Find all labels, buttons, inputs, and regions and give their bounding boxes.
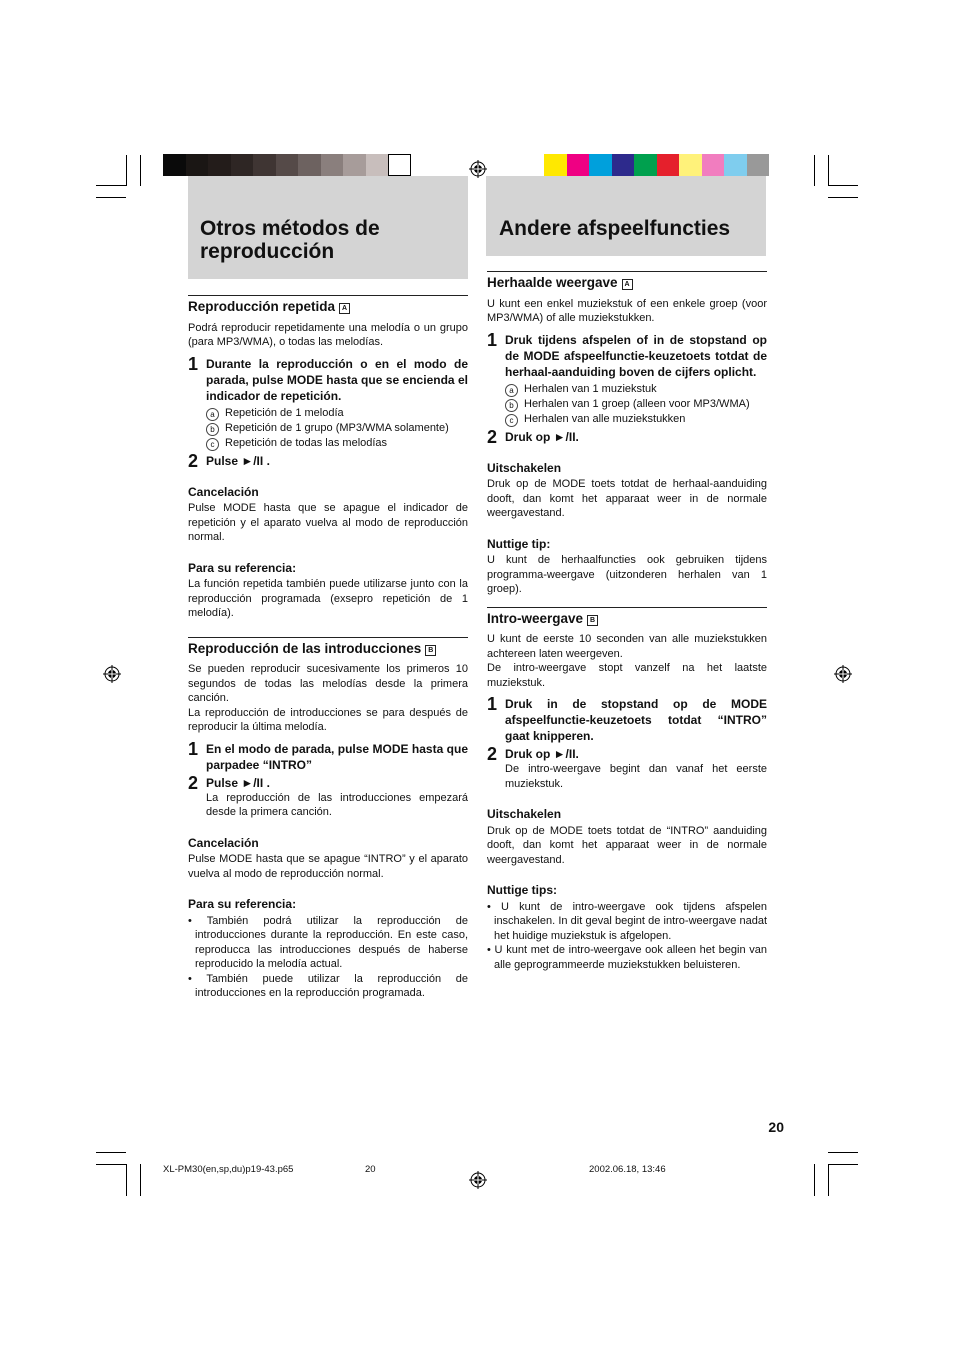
color-swatch bbox=[276, 154, 299, 176]
registration-mark-icon bbox=[834, 665, 852, 683]
crop-mark bbox=[126, 155, 127, 186]
reference-bullet: • También puede utilizar la reproducción de introducciones en la reproducción programada. bbox=[188, 972, 468, 999]
step-note: La reproducción de las introducciones empezará desde la primera canción. bbox=[206, 791, 468, 818]
color-swatch bbox=[163, 154, 186, 176]
crop-mark bbox=[828, 1152, 858, 1153]
page-number: 20 bbox=[768, 1119, 784, 1135]
cancel-text: Druk op de MODE toets totdat de herhaal-aanduiding dooft, dan komt het apparaat weer in de normale weergavestand. bbox=[487, 478, 767, 519]
color-swatch bbox=[186, 154, 209, 176]
cancel-text: Druk op de MODE toets totdat de “INTRO” aanduiding dooft, dan komt het apparaat weer in de normale weergavestand. bbox=[487, 824, 767, 866]
step-1: 1 Druk in de stopstand op de MODE afspeelfunctie-keuzetoets totdat “INTRO” gaat knipperen. bbox=[487, 694, 767, 743]
step-1: 1 En el modo de parada, pulse MODE hasta que parpadee “INTRO” bbox=[188, 738, 468, 772]
dutch-column bbox=[487, 257, 767, 972]
color-swatch bbox=[589, 154, 612, 176]
reference-text: La función repetida también puede utilizarse junto con la reproducción programada (exsepro repetición de 1 melodía). bbox=[188, 578, 468, 619]
crop-mark bbox=[96, 1152, 126, 1153]
step-2: 2 Pulse ►/II . bbox=[188, 772, 270, 793]
page-title-es: Otros métodos de reproducción bbox=[200, 217, 380, 263]
crop-mark bbox=[140, 155, 141, 186]
color-swatch bbox=[298, 154, 321, 176]
step-2: 2 Pulse ►/II . bbox=[188, 450, 270, 471]
step-2: 2 Druk op ►/II. bbox=[487, 744, 579, 764]
crop-mark bbox=[814, 1164, 815, 1196]
color-swatch bbox=[612, 154, 635, 176]
color-swatch bbox=[253, 154, 276, 176]
page-title-nl: Andere afspeelfuncties bbox=[499, 217, 731, 240]
tip-bullet: • U kunt met de intro-weergave ook alleen het begin van alle geprogrammeerde muziekstukken beluisteren. bbox=[487, 944, 767, 971]
tip-heading: Nuttige tips: bbox=[487, 883, 557, 897]
section-intro: U kunt een enkel muziekstuk of een enkele groep (voor MP3/WMA) of alle muziekstukken. bbox=[487, 297, 767, 324]
registration-mark-icon bbox=[469, 160, 487, 178]
color-swatch bbox=[388, 154, 411, 176]
crop-mark bbox=[828, 197, 858, 198]
color-calibration-bar bbox=[544, 154, 769, 176]
step-1: 1 Durante la reproducción o en el modo de parada, pulse MODE hasta que se encienda el indicador de repetición. bbox=[188, 353, 468, 403]
registration-mark-icon bbox=[469, 1171, 487, 1189]
option-item: b Herhalen van 1 groep (alleen voor MP3/WMA) bbox=[505, 397, 767, 412]
footer-filename: XL-PM30(en,sp,du)p19-43.p65 bbox=[163, 1164, 294, 1175]
footer-page: 20 bbox=[365, 1164, 376, 1175]
crop-mark bbox=[140, 1164, 141, 1196]
step-1: 1 Druk tijdens afspelen of in de stopstand op de MODE afspeelfunctie-keuzetoets totdat de herhaal-aanduiding boven de cijfers oplicht. bbox=[487, 329, 767, 379]
section-tag: A bbox=[339, 303, 350, 314]
section-intro: U kunt de eerste 10 seconden van alle muziekstukken achtereen laten weergeven. bbox=[487, 633, 767, 660]
section-tag: B bbox=[587, 615, 598, 626]
color-swatch bbox=[724, 154, 747, 176]
reference-heading: Para su referencia: bbox=[188, 560, 297, 575]
color-swatch bbox=[208, 154, 231, 176]
crop-mark bbox=[96, 197, 126, 198]
crop-mark bbox=[828, 1164, 858, 1165]
spanish-column bbox=[188, 281, 468, 1001]
option-list bbox=[188, 406, 468, 451]
reference-bullet: • También podrá utilizar la reproducción de introducciones durante la reproducción. En este caso, reproducca las introducciones después de haberse reproducido la melodía actual. bbox=[188, 914, 468, 970]
color-swatch bbox=[679, 154, 702, 176]
cancel-text: Pulse MODE hasta que se apague “INTRO” y el aparato vuelva al modo de reproducción normal. bbox=[188, 853, 468, 880]
crop-mark bbox=[828, 1164, 829, 1196]
step-note: De intro-weergave begint dan vanaf het eerste muziekstuk. bbox=[505, 763, 767, 790]
section-heading: Intro-weergave B bbox=[487, 607, 767, 627]
cancel-heading: Uitschakelen bbox=[487, 460, 562, 475]
option-item: a Repetición de 1 melodía bbox=[206, 406, 468, 421]
reference-heading: Para su referencia: bbox=[188, 897, 297, 911]
section-tag: B bbox=[425, 645, 436, 656]
color-swatch bbox=[634, 154, 657, 176]
option-item: c Repetición de todas las melodías bbox=[206, 436, 468, 451]
section-intro: Se pueden reproducir sucesivamente los primeros 10 segundos de todas las melodías desde la primera canción. bbox=[188, 663, 468, 704]
section-heading: Reproducción de las introducciones B bbox=[188, 637, 468, 657]
tip-bullet: • U kunt de intro-weergave ook tijdens afspelen inschakelen. In dit geval begint de intro-weergave nadat het huidige muziekstuk is afgelopen. bbox=[487, 900, 767, 942]
color-swatch bbox=[343, 154, 366, 176]
crop-mark bbox=[96, 185, 126, 186]
section-heading: Reproducción repetida A bbox=[188, 295, 468, 315]
cancel-heading: Cancelación bbox=[188, 484, 259, 499]
tip-heading: Nuttige tip: bbox=[487, 536, 551, 551]
crop-mark bbox=[828, 155, 829, 186]
color-swatch bbox=[544, 154, 567, 176]
section-intro: Podrá reproducir repetidamente una melodía o un grupo (para MP3/WMA), o todas las melodías. bbox=[188, 321, 468, 348]
tip-text: U kunt de herhaalfuncties ook gebruiken tijdens programma-weergave (uitzonderen herhalen van 1 groep). bbox=[487, 554, 767, 595]
title-box-nl bbox=[486, 176, 766, 256]
crop-mark bbox=[126, 1164, 127, 1196]
gray-calibration-bar bbox=[163, 154, 411, 176]
crop-mark bbox=[96, 1164, 126, 1165]
section-intro: La reproducción de introducciones se para después de reproducir la última melodía. bbox=[188, 706, 468, 733]
option-item: a Herhalen van 1 muziekstuk bbox=[505, 382, 767, 397]
color-swatch bbox=[366, 154, 389, 176]
color-swatch bbox=[321, 154, 344, 176]
option-item: b Repetición de 1 grupo (MP3/WMA solamente) bbox=[206, 421, 468, 436]
option-list bbox=[487, 382, 767, 427]
color-swatch bbox=[657, 154, 680, 176]
cancel-text: Pulse MODE hasta que se apague el indicador de repetición y el aparato vuelva al modo de reproducción normal. bbox=[188, 502, 468, 543]
section-tag: A bbox=[622, 279, 633, 290]
footer-date: 2002.06.18, 13:46 bbox=[589, 1164, 666, 1175]
section-intro: De intro-weergave stopt vanzelf na het laatste muziekstuk. bbox=[487, 662, 767, 689]
cancel-heading: Cancelación bbox=[188, 835, 259, 850]
step-2: 2 Druk op ►/II. bbox=[487, 426, 579, 447]
color-swatch bbox=[567, 154, 590, 176]
crop-mark bbox=[828, 185, 858, 186]
cancel-heading: Uitschakelen bbox=[487, 807, 562, 821]
crop-mark bbox=[814, 155, 815, 186]
color-swatch bbox=[231, 154, 254, 176]
registration-mark-icon bbox=[103, 665, 121, 683]
color-swatch bbox=[702, 154, 725, 176]
section-heading: Herhaalde weergave A bbox=[487, 271, 767, 291]
color-swatch bbox=[747, 154, 770, 176]
option-item: c Herhalen van alle muziekstukken bbox=[505, 412, 767, 427]
